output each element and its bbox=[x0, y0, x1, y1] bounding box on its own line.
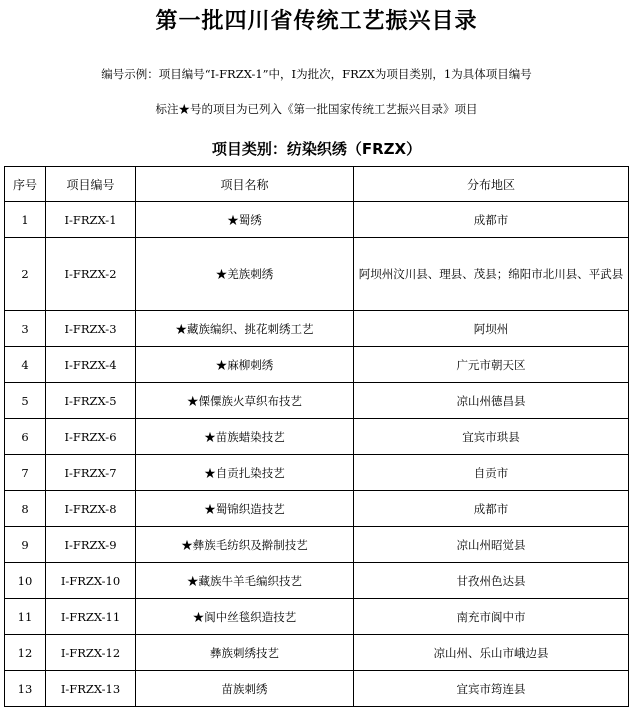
table-row bbox=[5, 635, 629, 671]
cell-code: Ⅰ-FRZX-8 bbox=[46, 491, 136, 527]
cell-code: Ⅰ-FRZX-6 bbox=[46, 419, 136, 455]
header-code: 项目编号 bbox=[46, 167, 136, 202]
cell-code: Ⅰ-FRZX-3 bbox=[46, 311, 136, 347]
table-row bbox=[5, 599, 629, 635]
table-row bbox=[5, 347, 629, 383]
table-row bbox=[5, 527, 629, 563]
table-row bbox=[5, 491, 629, 527]
cell-name: ★自贡扎染技艺 bbox=[136, 455, 354, 491]
cell-seq: 10 bbox=[5, 563, 46, 599]
cell-region: 阿坝州汶川县、理县、茂县；绵阳市北川县、平武县 bbox=[354, 238, 629, 311]
category-heading: 项目类别：纺染织绣（FRZX） bbox=[211, 140, 422, 158]
cell-name: ★麻柳刺绣 bbox=[136, 347, 354, 383]
cell-region: 甘孜州色达县 bbox=[354, 563, 629, 599]
cell-seq: 5 bbox=[5, 383, 46, 419]
table-row bbox=[5, 671, 629, 707]
cell-region: 自贡市 bbox=[354, 455, 629, 491]
cell-code: Ⅰ-FRZX-10 bbox=[46, 563, 136, 599]
cell-region: 宜宾市珙县 bbox=[354, 419, 629, 455]
cell-seq: 8 bbox=[5, 491, 46, 527]
cell-code: Ⅰ-FRZX-9 bbox=[46, 527, 136, 563]
numbering-note: 编号示例：项目编号“Ⅰ-FRZX-1”中，Ⅰ为批次，FRZX为项目类别，1为具体项目编号 bbox=[101, 67, 532, 81]
cell-code: Ⅰ-FRZX-2 bbox=[46, 238, 136, 311]
cell-seq: 12 bbox=[5, 635, 46, 671]
cell-region: 凉山州昭觉县 bbox=[354, 527, 629, 563]
cell-code: Ⅰ-FRZX-12 bbox=[46, 635, 136, 671]
document-title: 第一批四川省传统工艺振兴目录 bbox=[155, 9, 478, 34]
cell-code: Ⅰ-FRZX-7 bbox=[46, 455, 136, 491]
cell-name: 苗族刺绣 bbox=[136, 671, 354, 707]
cell-name: ★藏族编织、挑花刺绣工艺 bbox=[136, 311, 354, 347]
cell-name: ★苗族蜡染技艺 bbox=[136, 419, 354, 455]
header-region: 分布地区 bbox=[354, 167, 629, 202]
cell-name: ★蜀锦织造技艺 bbox=[136, 491, 354, 527]
cell-region: 成都市 bbox=[354, 491, 629, 527]
table-row bbox=[5, 311, 629, 347]
cell-region: 广元市朝天区 bbox=[354, 347, 629, 383]
cell-code: Ⅰ-FRZX-13 bbox=[46, 671, 136, 707]
cell-seq: 7 bbox=[5, 455, 46, 491]
cell-region: 宜宾市筠连县 bbox=[354, 671, 629, 707]
cell-name: ★羌族刺绣 bbox=[136, 238, 354, 311]
cell-region: 成都市 bbox=[354, 202, 629, 238]
cell-region: 凉山州、乐山市峨边县 bbox=[354, 635, 629, 671]
header-name: 项目名称 bbox=[136, 167, 354, 202]
table-row bbox=[5, 202, 629, 238]
cell-code: Ⅰ-FRZX-1 bbox=[46, 202, 136, 238]
cell-name: 彝族刺绣技艺 bbox=[136, 635, 354, 671]
cell-region: 阿坝州 bbox=[354, 311, 629, 347]
star-mark-note: 标注★号的项目为已列入《第一批国家传统工艺振兴目录》项目 bbox=[155, 102, 478, 116]
cell-region: 凉山州德昌县 bbox=[354, 383, 629, 419]
table-row bbox=[5, 455, 629, 491]
cell-seq: 6 bbox=[5, 419, 46, 455]
cell-name: ★彝族毛纺织及擀制技艺 bbox=[136, 527, 354, 563]
table-row bbox=[5, 238, 629, 311]
cell-seq: 11 bbox=[5, 599, 46, 635]
cell-name: ★藏族牛羊毛编织技艺 bbox=[136, 563, 354, 599]
cell-seq: 2 bbox=[5, 238, 46, 311]
cell-code: Ⅰ-FRZX-5 bbox=[46, 383, 136, 419]
table-row bbox=[5, 383, 629, 419]
cell-name: ★傈僳族火草织布技艺 bbox=[136, 383, 354, 419]
cell-region: 南充市阆中市 bbox=[354, 599, 629, 635]
cell-code: Ⅰ-FRZX-11 bbox=[46, 599, 136, 635]
project-table bbox=[4, 166, 629, 707]
cell-seq: 13 bbox=[5, 671, 46, 707]
cell-seq: 1 bbox=[5, 202, 46, 238]
header-seq: 序号 bbox=[5, 167, 46, 202]
cell-name: ★蜀绣 bbox=[136, 202, 354, 238]
table-header-row bbox=[5, 167, 629, 202]
table-row bbox=[5, 419, 629, 455]
cell-name: ★阆中丝毯织造技艺 bbox=[136, 599, 354, 635]
table-row bbox=[5, 563, 629, 599]
cell-seq: 4 bbox=[5, 347, 46, 383]
cell-seq: 9 bbox=[5, 527, 46, 563]
cell-code: Ⅰ-FRZX-4 bbox=[46, 347, 136, 383]
cell-seq: 3 bbox=[5, 311, 46, 347]
